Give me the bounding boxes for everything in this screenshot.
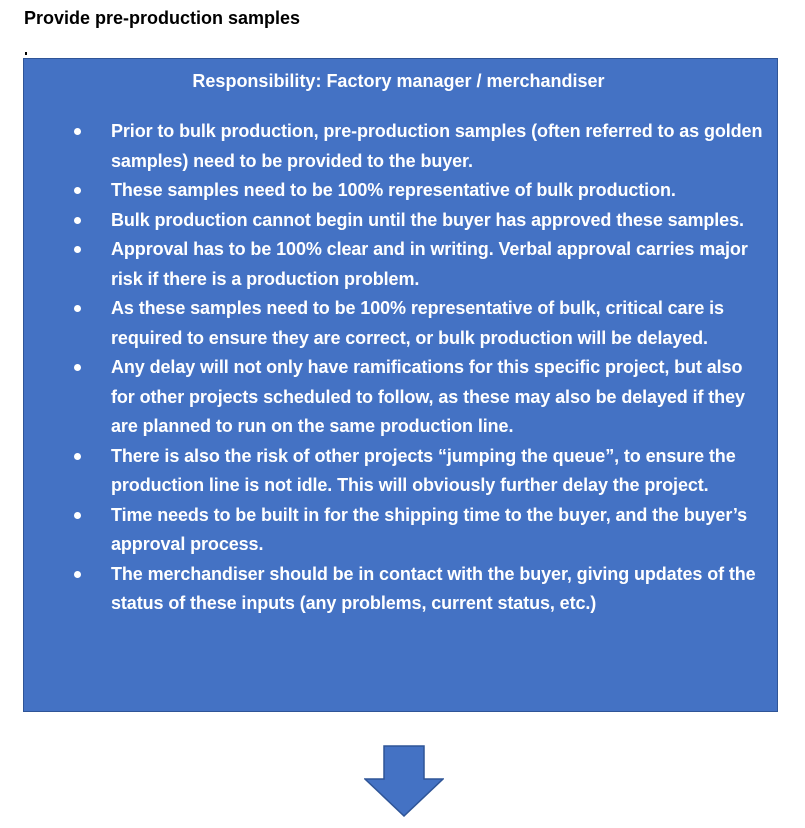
bullet-icon: [74, 246, 81, 253]
list-item: [74, 560, 764, 619]
list-item: [74, 501, 764, 560]
list-item: [74, 353, 764, 442]
bullet-icon: [74, 217, 81, 224]
bullet-icon: [74, 187, 81, 194]
bullet-icon: [74, 571, 81, 578]
bullet-text: Time needs to be built in for the shipping time to the buyer, and the buyer’s approval process.: [111, 504, 748, 554]
bullet-text: The merchandiser should be in contact with the buyer, giving updates of the status of these inputs (any problems, current status, etc.): [111, 563, 756, 613]
list-item: [74, 206, 764, 236]
arrow-shape: [365, 746, 443, 816]
list-item: [74, 442, 764, 501]
bullet-text: Any delay will not only have ramifications for this specific project, but also for other projects scheduled to follow, as these may also be delayed if they are planned to run on the same production line.: [111, 357, 745, 436]
bullet-icon: [74, 128, 81, 135]
page-title: Provide pre-production samples: [24, 8, 301, 28]
bullet-icon: [74, 305, 81, 312]
bullet-text: As these samples need to be 100% representative of bulk, critical care is required to ensure they are correct, or bulk production will be delayed.: [111, 298, 724, 348]
bullet-text: Approval has to be 100% clear and in writing. Verbal approval carries major risk if there is a production problem.: [111, 239, 748, 289]
bullet-text: Bulk production cannot begin until the buyer has approved these samples.: [111, 209, 744, 230]
bullet-text: Prior to bulk production, pre-production samples (often referred to as golden samples) need to be provided to the buyer.: [111, 121, 763, 171]
responsibility-box: [23, 58, 778, 712]
bullet-icon: [74, 512, 81, 519]
bullet-text: There is also the risk of other projects “jumping the queue”, to ensure the production line is not idle. This will obviously further delay the project.: [111, 445, 736, 495]
arrow-down-icon: [364, 745, 444, 817]
bullet-list: [74, 117, 764, 619]
text-cursor-mark: [25, 52, 27, 55]
list-item: [74, 176, 764, 206]
bullet-icon: [74, 364, 81, 371]
bullet-text: These samples need to be 100% representative of bulk production.: [111, 180, 676, 200]
list-item: [74, 117, 764, 176]
list-item: [74, 235, 764, 294]
bullet-icon: [74, 453, 81, 460]
box-heading: Responsibility: Factory manager / merchandiser: [192, 71, 605, 91]
list-item: [74, 294, 764, 353]
